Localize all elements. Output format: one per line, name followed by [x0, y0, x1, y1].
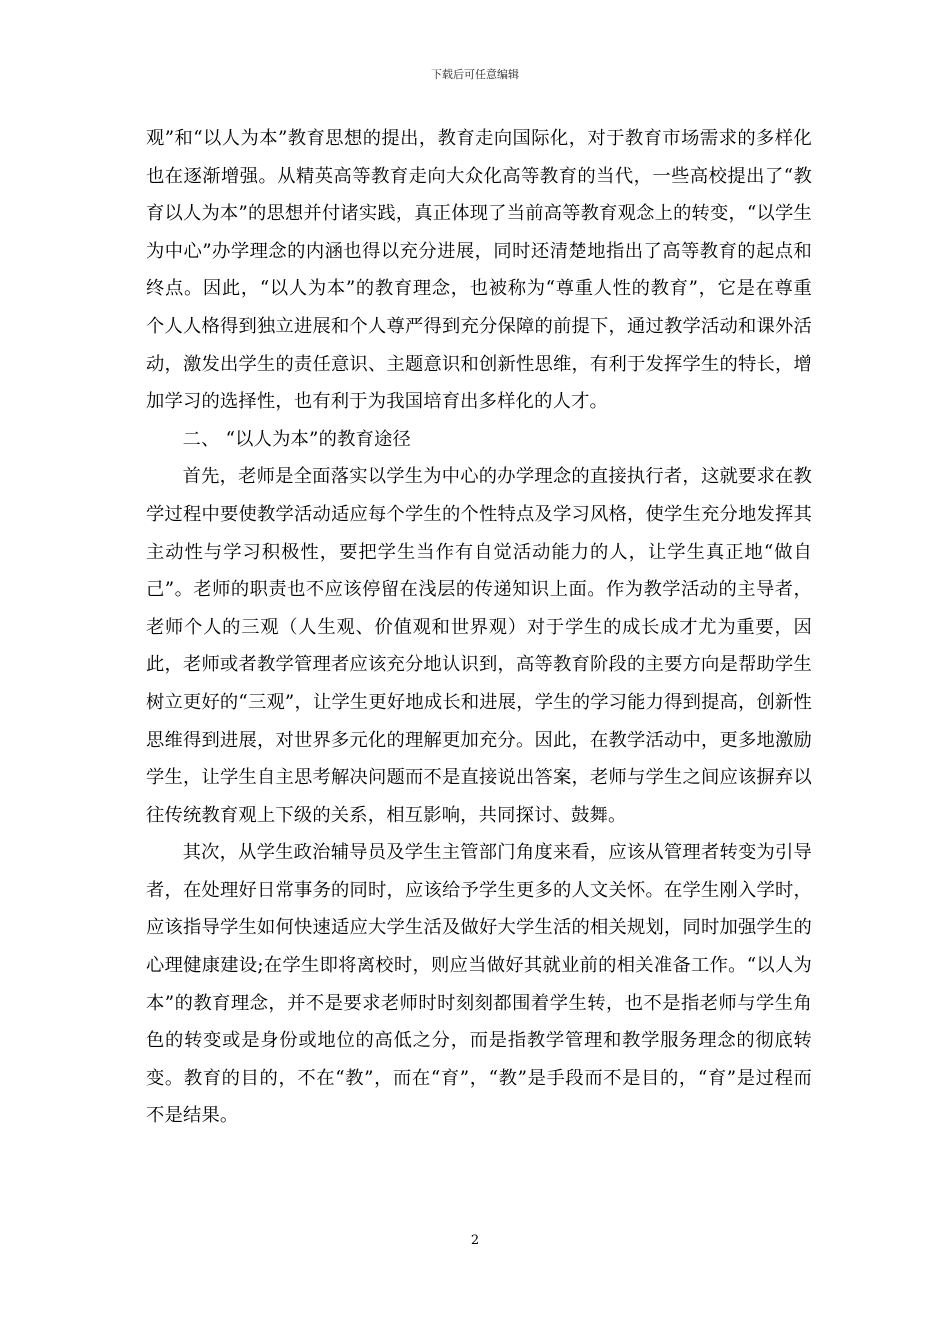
- paragraph-second: 其次，从学生政治辅导员及学生主管部门角度来看，应该从管理者转变为引导者，在处理好日常事务的同时，应该给予学生更多的人文关怀。在学生刚入学时，应该指导学生如何快速适应大学生活及做好大学生活的相关规划，同时加强学生的心理健康建设;在学生即将离校时，则应当做好其就业前的相关准备工作。“以人为本”的教育理念，并不是要求老师时时刻刻都围着学生转，也不是指老师与学生角色的转变或是身份或地位的高低之分，而是指教学管理和教学服务理念的彻底转变。教育的目的，不在“教”，而在“育”，“教”是手段而不是目的，“育”是过程而不是结果。: [146, 842, 812, 1127]
- page-header: 下载后可任意编辑: [431, 68, 519, 81]
- section-heading: 二、 “以人为本”的教育途径: [182, 428, 411, 450]
- paragraph-continuation: 观”和“以人为本”教育思想的提出，教育走向国际化，对于教育市场需求的多样化也在逐渐增强。从精英高等教育走向大众化高等教育的当代，一些高校提出了“教育以人为本”的思想并付诸实践，真正体现了当前高等教育观念上的转变，“以学生为中心”办学理念的内涵也得以充分进展，同时还清楚地指出了高等教育的起点和终点。因此，“以人为本”的教育理念，也被称为“尊重人性的教育”，它是在尊重个人人格得到独立进展和个人尊严得到充分保障的前提下，通过教学活动和课外活动，激发出学生的责任意识、主题意识和创新性思维，有利于发挥学生的特长，增加学习的选择性，也有利于为我国培育出多样化的人才。: [146, 128, 812, 413]
- page-number: 2: [470, 1233, 480, 1248]
- paragraph-first: 首先，老师是全面落实以学生为中心的办学理念的直接执行者，这就要求在教学过程中要使教学活动适应每个学生的个性特点及学习风格，使学生充分地发挥其主动性与学习积极性，要把学生当作有自觉活动能力的人，让学生真正地“做自己”。老师的职责也不应该停留在浅层的传递知识上面。作为教学活动的主导者，老师个人的三观（人生观、价值观和世界观）对于学生的成长成才尤为重要，因此，老师或者教学管理者应该充分地认识到，高等教育阶段的主要方向是帮助学生树立更好的“三观”，让学生更好地成长和进展，学生的学习能力得到提高，创新性思维得到进展，对世界多元化的理解更加充分。因此，在教学活动中，更多地激励学生，让学生自主思考解决问题而不是直接说出答案，老师与学生之间应该摒弃以往传统教育观上下级的关系，相互影响，共同探讨、鼓舞。: [146, 466, 812, 826]
- document-body: [146, 120, 812, 1135]
